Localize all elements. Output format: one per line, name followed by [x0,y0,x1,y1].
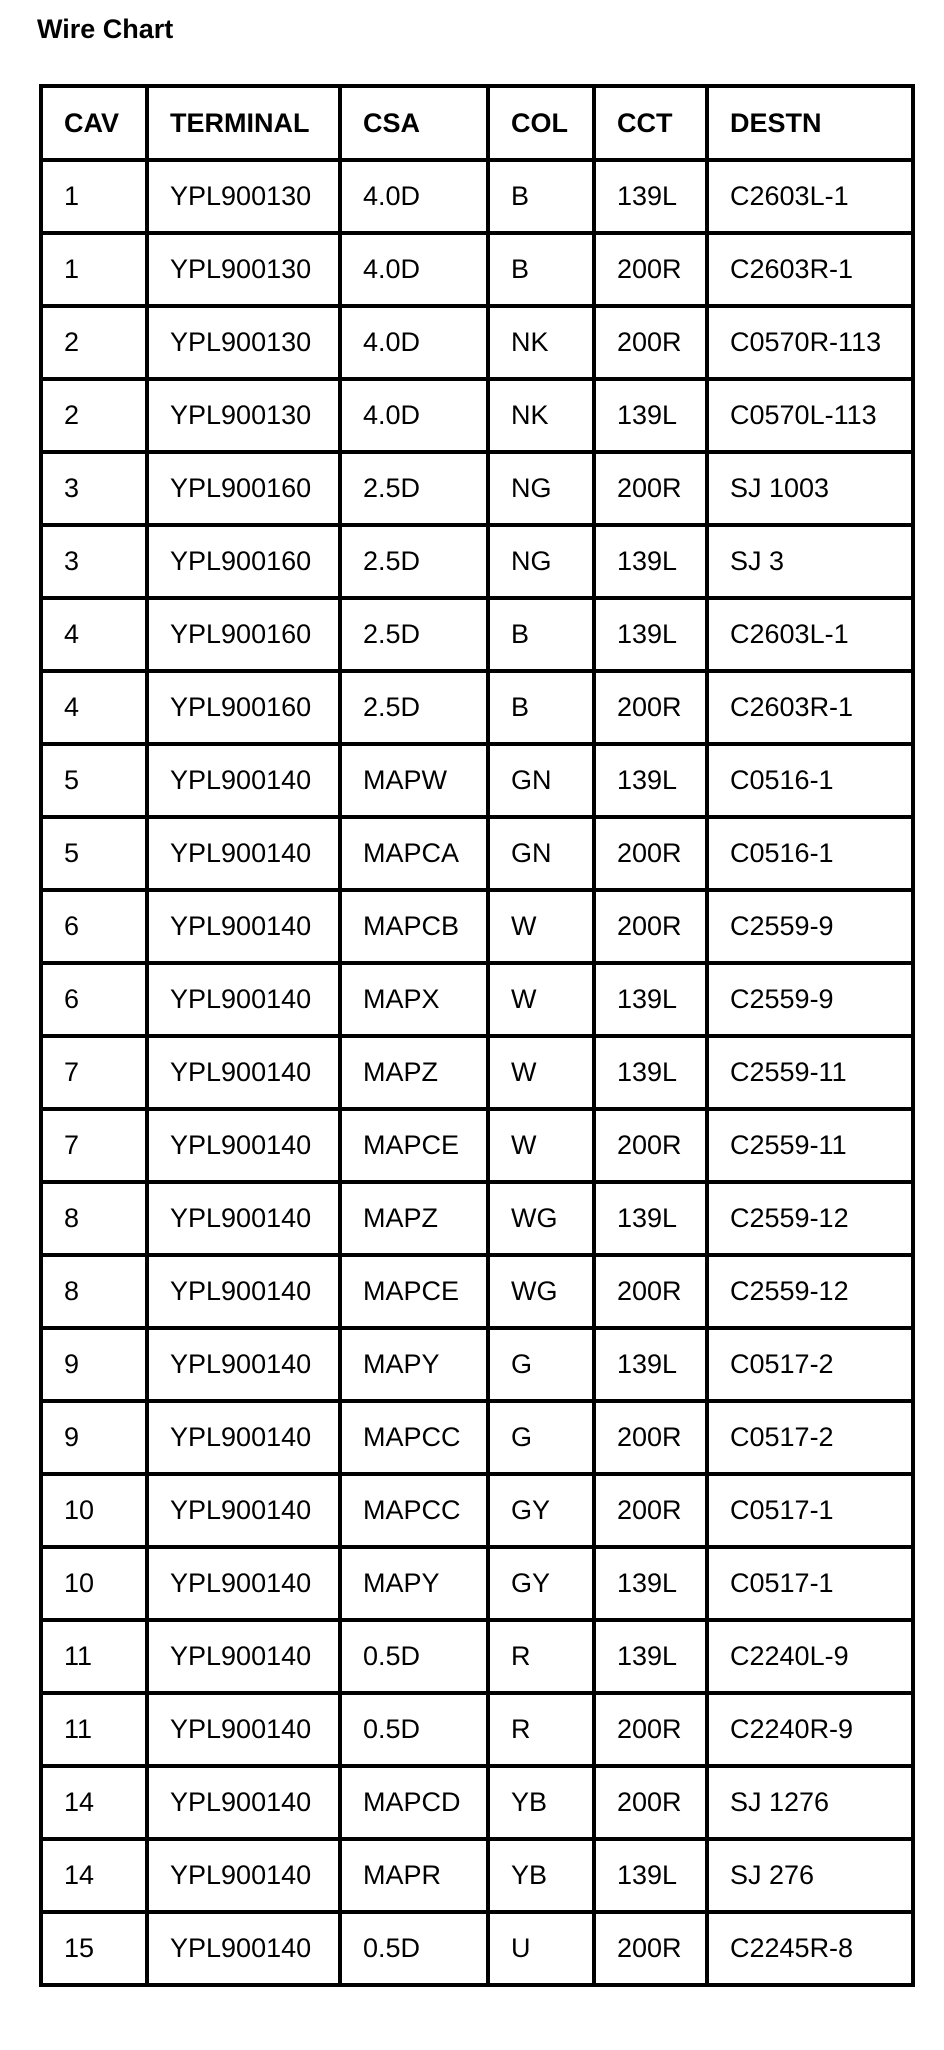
cell-cct: 200R [594,233,707,306]
cell-csa: MAPZ [340,1182,488,1255]
cell-terminal: YPL900130 [147,233,340,306]
column-header-terminal: TERMINAL [147,86,340,160]
cell-terminal: YPL900140 [147,1693,340,1766]
cell-col: NG [488,525,594,598]
cell-cct: 139L [594,1620,707,1693]
cell-cav: 4 [41,598,147,671]
cell-cct: 139L [594,379,707,452]
cell-cav: 11 [41,1620,147,1693]
cell-destn: C2240R-9 [707,1693,913,1766]
cell-col: W [488,963,594,1036]
cell-col: NK [488,379,594,452]
header-row [41,86,913,160]
cell-cav: 3 [41,452,147,525]
cell-csa: MAPCB [340,890,488,963]
cell-csa: 2.5D [340,671,488,744]
cell-terminal: YPL900140 [147,1547,340,1620]
cell-col: WG [488,1182,594,1255]
table-row [41,744,913,817]
wire-chart-table [39,84,915,1987]
cell-csa: MAPCC [340,1401,488,1474]
table-row [41,817,913,890]
cell-csa: 4.0D [340,233,488,306]
cell-col: GN [488,744,594,817]
cell-cct: 200R [594,1109,707,1182]
cell-terminal: YPL900130 [147,379,340,452]
cell-col: B [488,671,594,744]
table-header [41,86,913,160]
page-title: Wire Chart [37,14,174,44]
table-row [41,379,913,452]
cell-col: B [488,160,594,233]
cell-cav: 9 [41,1328,147,1401]
cell-cct: 200R [594,452,707,525]
cell-destn: C0570R-113 [707,306,913,379]
cell-col: R [488,1693,594,1766]
cell-csa: MAPCC [340,1474,488,1547]
cell-cav: 6 [41,890,147,963]
cell-csa: 0.5D [340,1693,488,1766]
table-row [41,1109,913,1182]
cell-cct: 200R [594,1255,707,1328]
cell-terminal: YPL900140 [147,1401,340,1474]
cell-terminal: YPL900140 [147,1474,340,1547]
cell-col: WG [488,1255,594,1328]
cell-cav: 11 [41,1693,147,1766]
cell-destn: C2603R-1 [707,233,913,306]
cell-destn: C2559-11 [707,1109,913,1182]
table-row [41,306,913,379]
cell-csa: 0.5D [340,1912,488,1985]
cell-cav: 8 [41,1182,147,1255]
cell-terminal: YPL900160 [147,525,340,598]
table-row [41,1401,913,1474]
cell-cav: 14 [41,1839,147,1912]
cell-csa: MAPCA [340,817,488,890]
cell-cct: 139L [594,1839,707,1912]
table-row [41,1912,913,1985]
table-row [41,1328,913,1401]
cell-terminal: YPL900140 [147,1182,340,1255]
cell-col: R [488,1620,594,1693]
cell-terminal: YPL900140 [147,744,340,817]
cell-csa: MAPY [340,1547,488,1620]
cell-destn: C2603L-1 [707,598,913,671]
cell-col: NK [488,306,594,379]
cell-destn: SJ 3 [707,525,913,598]
cell-destn: C0517-1 [707,1547,913,1620]
cell-cav: 4 [41,671,147,744]
cell-col: GY [488,1474,594,1547]
cell-destn: C2559-9 [707,890,913,963]
cell-cav: 8 [41,1255,147,1328]
cell-col: GN [488,817,594,890]
table-row [41,233,913,306]
cell-csa: MAPCD [340,1766,488,1839]
cell-terminal: YPL900160 [147,671,340,744]
cell-cct: 139L [594,598,707,671]
cell-terminal: YPL900140 [147,963,340,1036]
table-row [41,1182,913,1255]
cell-cct: 200R [594,306,707,379]
cell-destn: C2603L-1 [707,160,913,233]
cell-destn: C2240L-9 [707,1620,913,1693]
column-header-cav: CAV [41,86,147,160]
cell-cct: 200R [594,1693,707,1766]
cell-cav: 1 [41,160,147,233]
cell-cct: 200R [594,1912,707,1985]
cell-col: W [488,890,594,963]
table-row [41,1693,913,1766]
cell-terminal: YPL900130 [147,160,340,233]
table-body [41,160,913,1985]
cell-cct: 139L [594,525,707,598]
cell-csa: 2.5D [340,525,488,598]
cell-cct: 139L [594,1036,707,1109]
cell-csa: MAPCE [340,1255,488,1328]
table-row [41,1839,913,1912]
cell-destn: C0516-1 [707,817,913,890]
table-row [41,452,913,525]
cell-destn: C2559-9 [707,963,913,1036]
cell-destn: C2559-11 [707,1036,913,1109]
cell-csa: 4.0D [340,160,488,233]
cell-destn: C0517-1 [707,1474,913,1547]
cell-col: G [488,1401,594,1474]
cell-cav: 7 [41,1109,147,1182]
cell-cct: 200R [594,1401,707,1474]
cell-col: W [488,1036,594,1109]
table-row [41,963,913,1036]
cell-terminal: YPL900160 [147,598,340,671]
cell-csa: MAPR [340,1839,488,1912]
cell-terminal: YPL900140 [147,890,340,963]
cell-terminal: YPL900130 [147,306,340,379]
table-row [41,1620,913,1693]
table-row [41,598,913,671]
cell-col: NG [488,452,594,525]
cell-terminal: YPL900140 [147,1328,340,1401]
cell-destn: C0517-2 [707,1401,913,1474]
table-row [41,890,913,963]
cell-destn: C2559-12 [707,1182,913,1255]
cell-csa: 0.5D [340,1620,488,1693]
column-header-cct: CCT [594,86,707,160]
cell-cav: 3 [41,525,147,598]
cell-cct: 139L [594,963,707,1036]
cell-destn: C0516-1 [707,744,913,817]
cell-terminal: YPL900140 [147,1620,340,1693]
cell-terminal: YPL900140 [147,1766,340,1839]
cell-cct: 139L [594,1547,707,1620]
cell-cct: 200R [594,1474,707,1547]
cell-terminal: YPL900140 [147,817,340,890]
cell-destn: C2603R-1 [707,671,913,744]
cell-destn: C0517-2 [707,1328,913,1401]
cell-cav: 2 [41,306,147,379]
table-row [41,160,913,233]
table-row [41,1474,913,1547]
table-row [41,1036,913,1109]
cell-cct: 139L [594,1328,707,1401]
cell-cav: 5 [41,744,147,817]
cell-cct: 139L [594,1182,707,1255]
cell-col: G [488,1328,594,1401]
cell-cav: 2 [41,379,147,452]
cell-terminal: YPL900160 [147,452,340,525]
cell-csa: MAPX [340,963,488,1036]
cell-cct: 200R [594,1766,707,1839]
cell-cct: 139L [594,744,707,817]
cell-cav: 6 [41,963,147,1036]
column-header-destn: DESTN [707,86,913,160]
cell-cav: 15 [41,1912,147,1985]
cell-csa: MAPW [340,744,488,817]
cell-destn: C0570L-113 [707,379,913,452]
cell-csa: 4.0D [340,379,488,452]
table-row [41,1547,913,1620]
cell-cct: 200R [594,671,707,744]
table-row [41,1255,913,1328]
cell-terminal: YPL900140 [147,1839,340,1912]
cell-cct: 139L [594,160,707,233]
cell-cav: 7 [41,1036,147,1109]
table-row [41,1766,913,1839]
cell-csa: 4.0D [340,306,488,379]
cell-cav: 14 [41,1766,147,1839]
column-header-col: COL [488,86,594,160]
cell-destn: C2245R-8 [707,1912,913,1985]
cell-cav: 9 [41,1401,147,1474]
cell-cav: 1 [41,233,147,306]
cell-destn: SJ 1003 [707,452,913,525]
cell-destn: SJ 276 [707,1839,913,1912]
table-row [41,671,913,744]
cell-col: GY [488,1547,594,1620]
table-row [41,525,913,598]
cell-cct: 200R [594,890,707,963]
cell-cav: 10 [41,1547,147,1620]
cell-col: YB [488,1766,594,1839]
cell-destn: SJ 1276 [707,1766,913,1839]
cell-col: YB [488,1839,594,1912]
cell-terminal: YPL900140 [147,1109,340,1182]
cell-col: W [488,1109,594,1182]
cell-destn: C2559-12 [707,1255,913,1328]
cell-cct: 200R [594,817,707,890]
cell-cav: 5 [41,817,147,890]
cell-csa: MAPZ [340,1036,488,1109]
cell-col: U [488,1912,594,1985]
cell-col: B [488,598,594,671]
cell-terminal: YPL900140 [147,1036,340,1109]
cell-csa: MAPY [340,1328,488,1401]
cell-cav: 10 [41,1474,147,1547]
cell-terminal: YPL900140 [147,1255,340,1328]
cell-csa: 2.5D [340,452,488,525]
cell-csa: MAPCE [340,1109,488,1182]
cell-col: B [488,233,594,306]
cell-csa: 2.5D [340,598,488,671]
column-header-csa: CSA [340,86,488,160]
cell-terminal: YPL900140 [147,1912,340,1985]
